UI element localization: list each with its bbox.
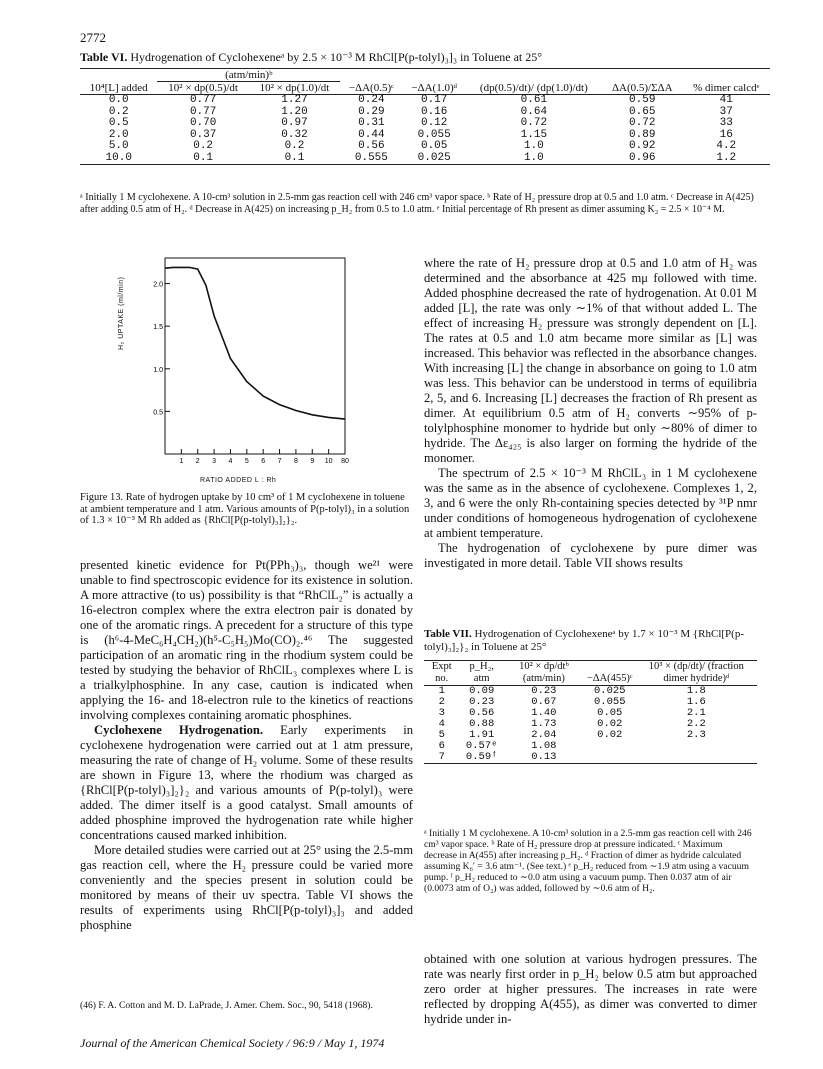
figure13-x-tick-label: 10 [324,458,333,465]
table7-cell: 1.6 [686,696,706,708]
figure13-x-tick-label: 7 [277,458,282,465]
table6-cell: 33 [719,117,733,129]
figure13-x-tick-label: 4 [228,458,233,465]
table7-footnotes: ᵃ Initially 1 M cyclohexene. A 10-cm³ solution in a 2.5-mm gas reaction cell with 246 cm³ vapor space. ᵇ Rate of H₂ pressure drop at pressure indicated. ᶜ Maximum decrease in A(455) after increasing p_H₂. ᵈ Fraction of dimer as hydride calculated assuming K₆′ = 3.6 atm⁻¹. (See text.) ᵉ p_H₂ reduced from ∼1.9 atm using a vacuum pump. ᶠ p_H₂ reduced to ∼0.0 atm using a vacuum pump. Then 0.037 atm of air (0.0073 atm of O₂) was added, followed by ∼0.6 atm of H₂. [424,828,752,894]
figure13-x-tick-label: 9 [310,458,315,465]
table6-header: −ΔA(1.0)ᵈ [403,82,466,95]
table7 [424,660,757,764]
left-paragraph-3: More detailed studies were carried out at 25° using the 2.5-mm gas reaction cell, where the H₂ pressure could be varied more conveniently and the species present in solution could be monitored by means of their uv spectra. Table VI shows the results of experiments using RhCl[P(p-tolyl)₃]₃ and added phosphine [80,843,413,932]
table7-cell: 2.3 [686,729,706,741]
table6-cell: 5.0 [108,140,129,152]
table7-cell: 0.23 [469,696,495,708]
table6-cell: 0.72 [520,117,548,129]
table6-cell: 0.1 [157,153,248,165]
table6-header: (dp(0.5)/dt)/ (dp(1.0)/dt) [466,82,602,95]
table6-header: 10² × dp(0.5)/dt [157,82,248,95]
table6-cell: 0.17 [420,94,448,106]
table6-group-header: (atm/min)ᵇ [157,69,340,82]
right-paragraph-1: where the rate of H₂ pressure drop at 0.5 and 1.0 atm of H₂ was determined and the absorbance at 425 mμ followed with time. Added phosphine decreased the rate of hydrogenation. At 0.01 M added [L], the rate was only ∼1% of that without added L. The effect of increasing H₂ pressure was strongly dependent on [L]. The rates at 0.5 and 1.0 atm became more similar as [L] was increased. This behavior was reflected in the absorbance changes. With increasing [L] the change in absorbance on going to 1.0 atm was less. This behavior can be understood in terms of equilibria 2, 5, and 6. Increasing [L] decreases the fraction of Rh present as dimer. At equilibrium 0.5 atm of H₂ converts ∼95% of p-tolylphosphine monomer to hydride but only ∼80% of dimer to hydride. The Δε₄₂₅ is also larger on forming the hydride of the monomer. [424,256,757,465]
table6-row [80,141,770,153]
table7-cell: 7 [424,752,459,764]
table6-footnotes: ᵃ Initially 1 M cyclohexene. A 10-cm³ solution in 2.5-mm gas reaction cell with 246 cm³ vapor space. ᵇ Rate of H₂ pressure drop at 0.5 and 1.0 atm. ᶜ Decrease in A(425) after adding 0.5 atm of H₂. ᵈ Decrease in A(425) on increasing p_H₂ from 0.5 to 1.0 atm. ᵉ Initial percentage of Rh present as dimer assuming K₂ = 2.5 × 10⁻⁴ M. [80,192,754,215]
figure13-marks [165,267,345,419]
figure13-xlabel: RATIO ADDED L : Rh [200,477,277,484]
table6-cell: 0.0 [108,94,129,106]
table7-cell: 2.04 [531,729,557,741]
left-paragraph-1: presented kinetic evidence for Pt(PPh₃)₃, though we²¹ were unable to find spectroscopic evidence for its existence in solution. A more attractive (to us) possibility is that “RhClL₂” is actually a 16-electron complex where the extra electron pair is donated by one of the aromatic rings. A precedent for a structure of this type is (h⁶-4-MeC₆H₄CH₂)(h⁵-C₅H₅)Mo(CO)₂.⁴⁶ The suggested participation of an aromatic ring in the rhodium system could be tested by studying the behavior of RhClL₃ complexes where L is a trialkylphosphine. In any case, caution is indicated when applying the 16- and 18-electron rule to the kinetics of reactions involving complexes containing aromatic phosphines. [80,558,413,722]
table6-row [80,153,770,165]
table6-cell: 16 [719,128,733,141]
table6-cell: 0.59 [629,94,656,106]
table6-cell: 0.89 [629,128,656,141]
table6-cell: 0.025 [403,153,466,165]
table6-cell: 0.555 [340,153,402,165]
figure13-x-tick-label: 6 [261,458,266,465]
table7-cell: 4 [438,718,445,730]
table6-cell: 2.0 [108,128,129,141]
table6-cell: 0.44 [358,128,385,141]
table7-cell: 2.1 [686,707,706,719]
left-paragraph-2-text: Early experiments in cyclohexene hydrogenation were carried out at 1 atm pressure, measuring the rate of change of H₂ volume. Some of these results are shown in Figure 13, where the rhodium was charged as {RhCl[P(p-tolyl)₃]₂}₂ and various amounts of P(p-tolyl)₃ were added. The dimer itself is a good catalyst. Small amounts of added phosphine improved the hydrogenation rate while higher concentrations caused marked inhibition. [80,723,413,842]
table6-cell: 0.97 [281,117,308,129]
table6-cell: 0.5 [108,117,129,129]
table6-cell: 0.31 [358,117,385,129]
table6-cell: 0.1 [249,153,340,165]
table7-header: −ΔA(455)ᶜ [584,661,636,686]
table6-label: Table VI. [80,50,128,64]
table6-row [80,118,770,130]
table6-cell: 0.2 [193,140,214,152]
table6-title: Hydrogenation of Cyclohexeneᵃ by 2.5 × 10⁻³ M RhCl[P(p-tolyl)₃]₃ in Toluene at 25° [130,50,543,64]
table6-cell: 0.32 [281,128,308,141]
table6-header: ΔA(0.5)/ΣΔA [602,82,683,95]
table6-header: 10⁴[L] added [80,82,157,95]
table7-cell: 0.67 [531,696,557,708]
table6-row [80,95,770,107]
journal-footer: Journal of the American Chemical Society / 96:9 / May 1, 1974 [80,1036,385,1050]
table7-cell: 0.09 [469,685,495,697]
table7-cell: 0.23 [531,685,557,697]
table6-cell: 0.16 [420,105,448,118]
left-paragraph-2 [80,723,413,843]
left-column [80,558,413,933]
table6-cell: 0.77 [189,105,217,118]
table6-caption [80,50,780,65]
table7-cell: 0.025 [594,685,626,697]
table7-cell: 0.13 [504,752,584,764]
table7-cell: 0.02 [597,729,623,741]
reference-46: (46) F. A. Cotton and M. D. LaPrade, J. Amer. Chem. Soc., 90, 5418 (1968). [80,1000,373,1011]
table6-cell: 0.2 [108,105,129,118]
table7-cell: 0.88 [469,718,495,730]
table7-cell: 0.57ᵉ [465,740,498,752]
right-paragraph-3: The hydrogenation of cyclohexene by pure dimer was investigated in more detail. Table VII shows results [424,541,757,570]
table6-cell: 0.24 [358,94,385,106]
table6-cell: 37 [719,105,733,118]
table6-cell: 0.65 [629,105,656,118]
table6-cell: 1.2 [683,153,770,165]
table6-cell: 0.2 [284,140,305,152]
table7-header: p_H₂, atm [459,661,503,686]
table7-cell: 2 [438,696,445,708]
table6-cell: 0.61 [520,94,548,106]
table7-cell: 1.40 [531,707,557,719]
table6-cell: 0.72 [629,117,656,129]
figure13-x-tick-label: 2 [195,458,200,465]
table7-cell: 1.91 [469,729,495,741]
figure13-caption: Figure 13. Rate of hydrogen uptake by 10 cm³ of 1 M cyclohexene in toluene at ambient temperature and 1 atm. Various amounts of P(p-tolyl)₃ in a solution of 1.3 × 10⁻³ M Rh added as {RhCl[P(p-tolyl)₃]₂}₂. [80,492,410,526]
right-paragraph-2: The spectrum of 2.5 × 10⁻³ M RhClL₃ in 1 M cyclohexene was the same as in the absence of cyclohexene. Complexes 1, 2, 3, and 6 were the only Rh-containing species detected by ³¹P nmr under conditions of homogeneous hydrogenation of cyclohexene at ambient temperature. [424,466,757,540]
table6-header: −ΔA(0.5)ᶜ [340,82,402,95]
table7-header: Expt no. [424,661,459,686]
figure13-x-tick-label: 3 [212,458,217,465]
table6-cell: 1.15 [520,128,548,141]
table6-header: 10² × dp(1.0)/dt [249,82,340,95]
table7-cell [584,752,636,764]
figure13-x-tick-label: 5 [244,458,249,465]
table6-cell: 0.12 [420,117,448,129]
table7-header: 10³ × (dp/dt)/ (fraction dimer hydride)ᵈ [636,661,757,686]
table6-cell: 4.2 [716,140,737,152]
table6-header: % dimer calcdᵉ [683,82,770,95]
table6-cell: 1.0 [523,140,544,152]
table7-cell: 6 [438,740,445,752]
table7-cell [636,752,757,764]
figure13-x-tick-label: 80 [341,458,349,465]
table7-cell: 0.055 [594,696,626,708]
table6-cell: 0.96 [602,153,683,165]
table7-header: 10² × dp/dtᵇ (atm/min) [504,661,584,686]
figure13-chart [155,254,355,486]
figure13-axes [153,258,349,465]
table7-cell: 0.56 [469,707,495,719]
figure13-y-tick-label: 0.5 [153,409,163,417]
table7-cell [636,741,757,752]
table7-title: Hydrogenation of Cyclohexeneᵃ by 1.7 × 10⁻³ M {RhCl[P(p-tolyl)₃]₂}₂ in Toluene at 25° [424,628,744,653]
table6-cell: 0.29 [358,105,385,118]
figure13-y-tick-label: 2.0 [153,281,163,289]
figure13-frame [165,258,345,454]
table6-cell: 0.70 [189,117,217,129]
table7-cell: 5 [438,729,445,741]
figure13-ylabel: H₂ UPTAKE (ml/min) [118,276,125,350]
table6-cell: 1.0 [466,153,602,165]
table6-cell: 10.0 [80,153,157,165]
table7-caption [424,628,757,653]
table6-cell: 0.05 [420,140,448,152]
section-heading: Cyclohexene Hydrogenation. [94,723,264,737]
table7-cell: 1.8 [686,685,706,697]
table6-cell: 0.64 [520,105,548,118]
table6-cell: 0.77 [189,94,217,106]
table7-cell: 1 [438,685,445,697]
table7-cell: 3 [438,707,445,719]
table7-cell: 1.73 [531,718,557,730]
table7-cell: 0.05 [597,707,623,719]
figure13-y-tick-label: 1.0 [153,366,163,374]
table6-cell: 1.20 [281,105,308,118]
table7-cell: 1.08 [531,740,557,752]
figure13-x-tick-label: 1 [179,458,184,465]
table6-cell: 0.56 [358,140,385,152]
figure13-x-tick-label: 8 [293,458,298,465]
table6-cell: 0.37 [189,128,217,141]
table7-cell: 0.59ᶠ [459,752,503,764]
right-column-top [424,256,757,571]
table7-label: Table VII. [424,628,472,640]
table7-cell [584,741,636,752]
table7-cell: 0.02 [597,718,623,730]
table6-cell: 1.27 [281,94,308,106]
table6-cell: 41 [719,94,733,106]
table6-cell: 0.92 [629,140,656,152]
page-number: 2772 [80,30,106,45]
figure13-series-line [165,267,345,419]
table6-cell: 0.055 [417,128,451,141]
table7-cell: 2.2 [686,718,706,730]
right-paragraph-4: obtained with one solution at various hydrogen pressures. The rate was nearly first order in p_H₂ below 0.5 atm but approached zero order at higher pressures. The increases in rate were reflected by dropping A(455), as dimer was converted to dimer hydride under in- [424,952,757,1026]
table7-row [424,752,757,764]
figure13-y-tick-label: 1.5 [153,324,163,332]
table6 [80,68,770,165]
